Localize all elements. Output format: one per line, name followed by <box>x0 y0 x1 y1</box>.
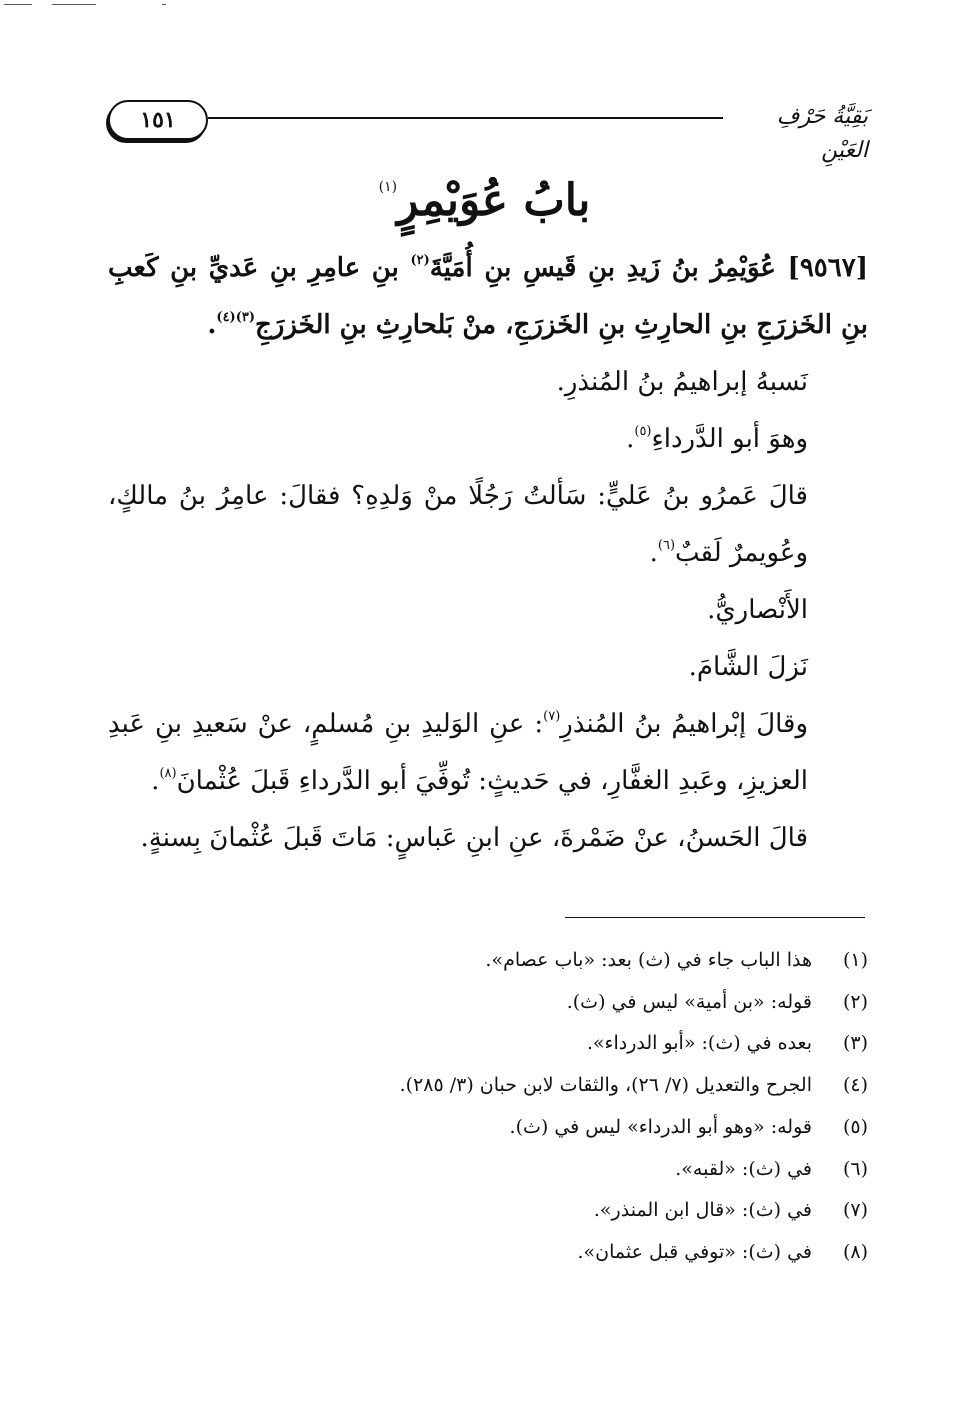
footnote-item <box>108 1023 868 1065</box>
paragraph-ibrahim: وقالَ إبْراهيمُ بنُ المُنذرِ$^{(٧)}$: عنِ الوَليدِ بنِ مُسلمٍ، عنْ سَعيدِ بنِ عَبدِ العزيزِ، وعَبدِ الغفَّارِ، في حَديثٍ: تُوفِّيَ أبو الدَّرداءِ قَبلَ عُثْمانَ$^{(٨)}$. <box>108 709 808 796</box>
footnote-number: (١) <box>842 949 868 971</box>
footnote-number: (٨) <box>842 1240 868 1263</box>
chapter-title-text: بابُ عُوَيْمِرٍ <box>397 175 591 226</box>
body-text <box>108 240 868 867</box>
footnote-text: في (ث): «قال ابن المنذر». <box>593 1199 812 1222</box>
footnote-ref-5: (٥) <box>634 424 652 439</box>
page-header <box>108 100 868 163</box>
footnote-number: (٣) <box>842 1032 868 1055</box>
footnote-number: (٥) <box>842 1115 868 1138</box>
footnote-ref-8: (٨) <box>159 766 177 781</box>
chapter-title <box>0 142 969 246</box>
paragraph-lineage: نَسبهُ إبراهيمُ بنُ المُنذرِ. <box>556 367 808 397</box>
footnote-text: قوله: «وهو أبو الدرداء» ليس في (ث). <box>509 1115 812 1138</box>
kunya-text: وهوَ أبو الدَّرداءِ <box>651 424 808 454</box>
footnote-item <box>108 1190 868 1232</box>
footnote-ref-6: (٦) <box>657 538 676 553</box>
footnote-text: قوله: «بن أمية» ليس في (ث). <box>566 990 812 1013</box>
entry-end: . <box>207 310 217 340</box>
footnote-text: في (ث): «توفي قبل عثمان». <box>577 1240 812 1263</box>
footnote-item <box>108 1107 868 1149</box>
entry-text-2: بنِ عامِرِ بنِ عَديِّ بنِ كَعبِ بنِ الخَزرَجِ بنِ الحارِثِ بنِ الخَزرَجِ، منْ بَلحارِثِ بنِ الخَزرَجِ <box>108 253 868 340</box>
page-number-badge: ١٥١ <box>108 100 208 140</box>
footnotes <box>108 940 868 1274</box>
amr-text: قالَ عَمرُو بنُ عَليٍّ: سَألتُ رَجُلًا منْ وَلدِهِ؟ فقالَ: عامِرُ بنُ مالكٍ، وعُويمرٌ لَقبٌ <box>108 481 808 568</box>
running-head: بَقِيَّةُ حَرْفِ العَيْنِ <box>776 104 868 163</box>
footnote-text: هذا الباب جاء في (ث) بعد: «باب عصام». <box>485 949 812 971</box>
ibrahim-text-2: : عنِ الوَليدِ بنِ مُسلمٍ، عنْ سَعيدِ بنِ عَبدِ العزيزِ، وعَبدِ الغفَّارِ، في حَديثٍ: تُوفِّيَ أبو الدَّرداءِ قَبلَ عُثْمانَ <box>108 709 808 796</box>
footnote-separator <box>565 917 865 918</box>
entry-paragraph <box>108 240 868 354</box>
footnote-number: (٦) <box>842 1157 868 1180</box>
footnote-item <box>108 982 868 1024</box>
footnote-item <box>108 1065 868 1107</box>
paragraph-sham: نَزلَ الشَّامَ. <box>688 652 808 682</box>
footnote-text: بعده في (ث): «أبو الدرداء». <box>586 1032 812 1055</box>
footnote-ref-7: (٧) <box>543 709 561 724</box>
header-rule <box>208 117 723 119</box>
chapter-footnote-ref: (١) <box>378 179 398 195</box>
paragraph-hasan: قالَ الحَسنُ، عنْ ضَمْرةَ، عنِ ابنِ عَباسٍ: مَاتَ قَبلَ عُثْمانَ بِسنةٍ. <box>140 823 808 853</box>
footnote-ref-3-4: (٣)(٤) <box>216 310 255 325</box>
footnote-item <box>108 1232 868 1274</box>
entry-text-1: [٩٥٦٧] عُوَيْمِرُ بنُ زَيدِ بنِ قَيسِ بنِ أُمَيَّةَ <box>429 253 868 283</box>
footnote-item <box>108 1149 868 1191</box>
footnote-number: (٢) <box>842 990 868 1013</box>
paragraph-ansari: الأَنْصاريُّ. <box>707 595 808 625</box>
footnote-text: الجرح والتعديل (٧/ ٢٦)، والثقات لابن حبان (٣/ ٢٨٥). <box>399 1074 812 1097</box>
ibrahim-text-1: وقالَ إبْراهيمُ بنُ المُنذرِ <box>560 709 808 739</box>
paragraph-kunya: وهوَ أبو الدَّرداءِ$^{(٥)}$. <box>626 424 808 454</box>
footnote-number: (٤) <box>842 1074 868 1097</box>
footnote-text: في (ث): «لقبه». <box>675 1157 812 1180</box>
paragraph-amr: قالَ عَمرُو بنُ عَليٍّ: سَألتُ رَجُلًا منْ وَلدِهِ؟ فقالَ: عامِرُ بنُ مالكٍ، وعُويمرٌ لَقبٌ$^{(٦)}$. <box>108 481 808 568</box>
footnote-item <box>108 940 868 982</box>
footnote-number: (٧) <box>842 1199 868 1222</box>
footnote-ref-2: (٢) <box>410 253 430 268</box>
scan-marks <box>4 4 174 6</box>
